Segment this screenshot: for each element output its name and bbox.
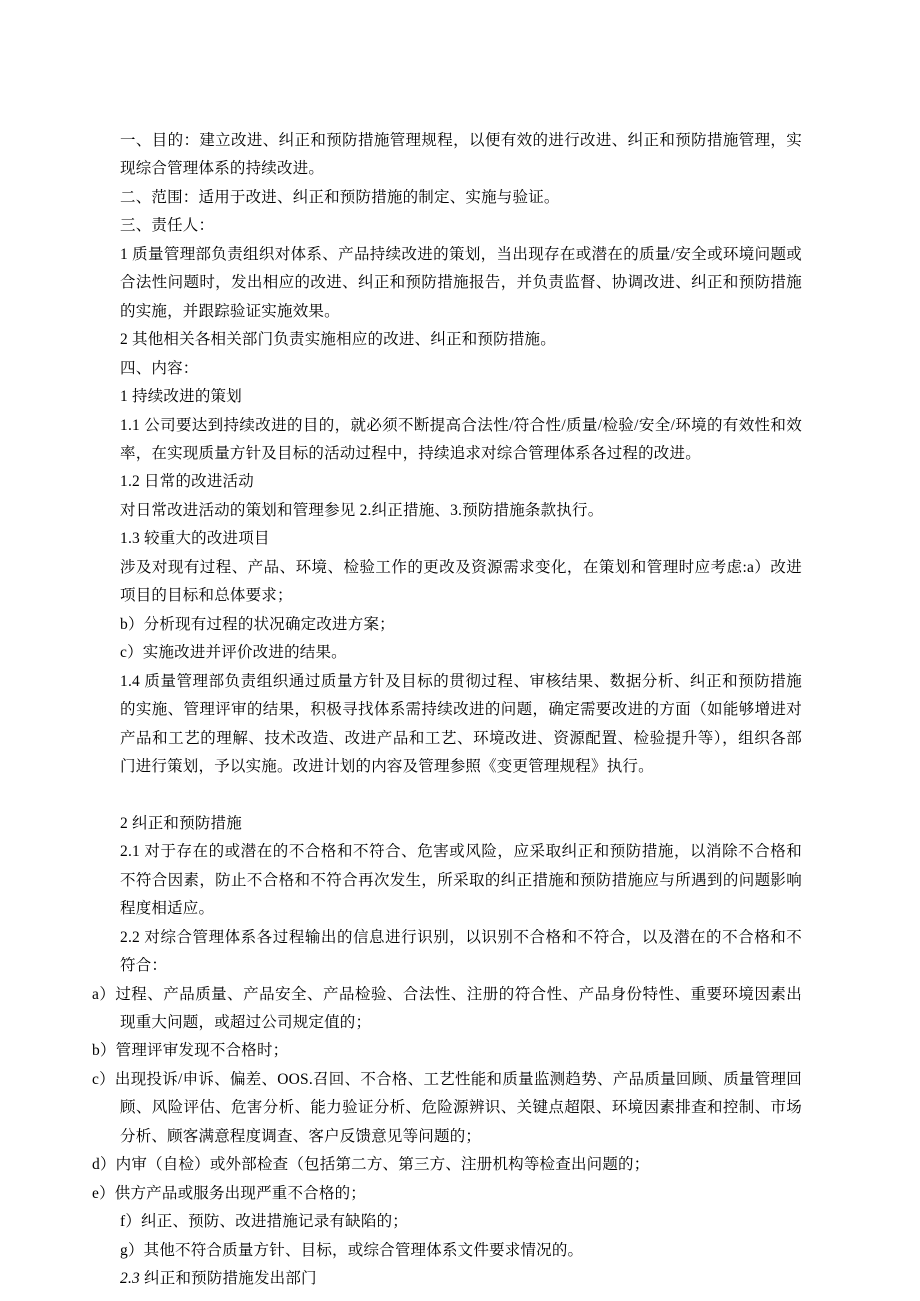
paragraph: b）分析现有过程的状况确定改进方案； xyxy=(120,615,395,633)
paragraph: 1.3 较重大的改进项目 xyxy=(120,530,270,548)
paragraph: 一、目的：建立改进、纠正和预防措施管理规程，以便有效的进行改进、纠正和预防措施管理，实现综合管理体系的持续改进。 xyxy=(120,132,802,178)
paragraph: 2.2 对综合管理体系各过程输出的信息进行识别，以识别不合格和不符合，以及潜在的不合格和不符合： xyxy=(120,928,802,975)
paragraph: c）实施改进并评价改进的结果。 xyxy=(120,644,347,662)
paragraph: 1 质量管理部负责组织对体系、产品持续改进的策划，当出现存在或潜在的质量/安全或环境问题或合法性问题时，发出相应的改进、纠正和预防措施报告，并负责监督、协调改进、纠正和预防措施的实施，并跟踪验证实施效果。 xyxy=(120,245,802,320)
paragraph: 对日常改进活动的策划和管理参见 2.纠正措施、3.预防措施条款执行。 xyxy=(120,501,604,519)
paragraph: 2 纠正和预防措施 xyxy=(120,814,242,832)
paragraph: d）内审（自检）或外部检查（包括第二方、第三方、注册机构等检查出问题的； xyxy=(92,1156,650,1174)
paragraph: 二、范围：适用于改进、纠正和预防措施的制定、实施与验证。 xyxy=(120,188,560,206)
blank-line xyxy=(120,781,802,809)
paragraph: 2 其他相关各相关部门负责实施相应的改进、纠正和预防措施。 xyxy=(120,331,556,349)
paragraph: 涉及对现有过程、产品、环境、检验工作的更改及资源需求变化，在策划和管理时应考虑:a）改进项目的目标和总体要求； xyxy=(120,558,802,605)
paragraph: 四、内容： xyxy=(120,359,199,377)
clause-number: 2.3 xyxy=(120,1270,140,1288)
paragraph: 2.1 对于存在的或潜在的不合格和不符合、危害或风险，应采取纠正和预防措施，以消除不合格和不符合因素，防止不合格和不符合再次发生，所采取的纠正措施和预防措施应与所遇到的问题影响程度相适应。 xyxy=(120,843,802,918)
paragraph: g）其他不符合质量方针、目标，或综合管理体系文件要求情况的。 xyxy=(120,1241,584,1259)
paragraph: 三、责任人： xyxy=(120,217,215,235)
paragraph: 1.2 日常的改进活动 xyxy=(120,473,254,491)
document-body xyxy=(92,127,802,1294)
paragraph: a）过程、产品质量、产品安全、产品检验、合法性、注册的符合性、产品身份特性、重要环境因素出现重大问题，或超过公司规定值的； xyxy=(92,985,802,1032)
paragraph: 1.4 质量管理部负责组织通过质量方针及目标的贯彻过程、审核结果、数据分析、纠正和预防措施的实施、管理评审的结果，积极寻找体系需持续改进的问题，确定需要改进的方面（如能够增进对产品和工艺的理解、技术改造、改进产品和工艺、环境改进、资源配置、检验提升等），组织各部门进行策划，予以实施。改进计划的内容及管理参照《变更管理规程》执行。 xyxy=(120,672,802,775)
paragraph: 1.1 公司要达到持续改进的目的，就必须不断提高合法性/符合性/质量/检验/安全/环境的有效性和效率，在实现质量方针及目标的活动过程中，持续追求对综合管理体系各过程的改进。 xyxy=(120,416,802,462)
paragraph: 2.3 纠正和预防措施发出部门 xyxy=(120,1270,317,1288)
paragraph: 1 持续改进的策划 xyxy=(120,388,242,406)
paragraph: c）出现投诉/申诉、偏差、OOS.召回、不合格、工艺性能和质量监测趋势、产品质量回顾、质量管理回顾、风险评估、危害分析、能力验证分析、危险源辨识、关键点超限、环境因素排查和控制、市场分析、顾客满意程度调查、客户反馈意见等问题的； xyxy=(92,1070,802,1145)
paragraph: b）管理评审发现不合格时； xyxy=(92,1042,289,1060)
paragraph: e）供方产品或服务出现严重不合格的； xyxy=(92,1184,366,1202)
paragraph: f）纠正、预防、改进措施记录有缺陷的； xyxy=(120,1213,408,1231)
